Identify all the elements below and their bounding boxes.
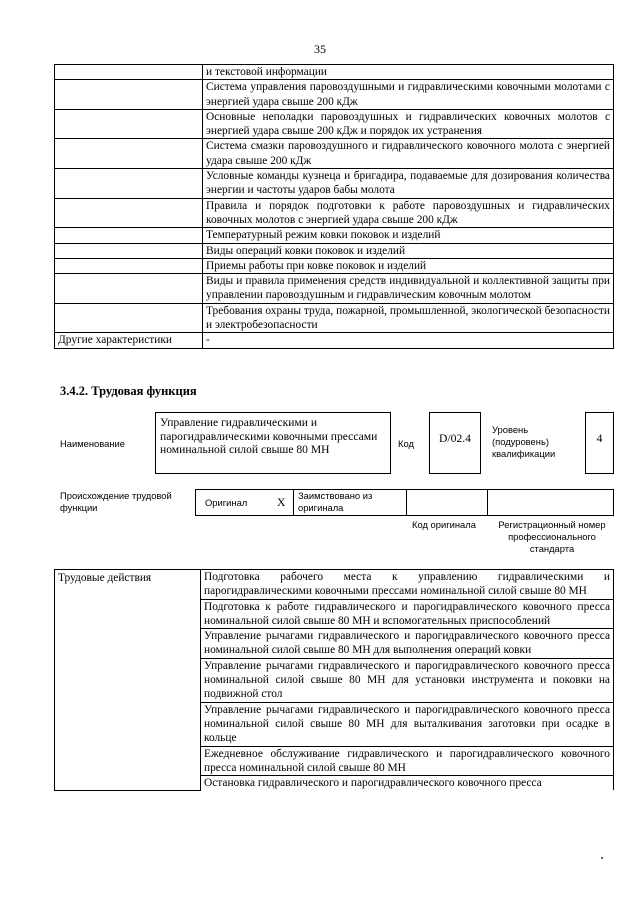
knowledge-item: Основные неполадки паровоздушных и гидравлических ковочных молотов с энергией удара свыше 200 кДж и порядок их устранения bbox=[203, 109, 614, 139]
borrowed-label: Заимствовано из оригинала bbox=[298, 490, 373, 513]
table-row bbox=[55, 228, 614, 243]
other-characteristics-label: Другие характеристики bbox=[55, 333, 203, 348]
original-mark: X bbox=[277, 496, 286, 509]
table-row bbox=[55, 258, 614, 273]
function-name-value: Управление гидравлическими и парогидравлическими ковочными прессами номинальной силой свыше 80 МН bbox=[160, 416, 378, 457]
labour-action-item: Подготовка рабочего места к управлению гидравлическими и парогидравлическими ковочными прессами номинальной силой свыше 80 МН bbox=[201, 570, 614, 600]
table-row bbox=[55, 65, 614, 80]
page-number: 35 bbox=[314, 42, 326, 56]
knowledge-item: Правила и порядок подготовки к работе паровоздушных и гидравлических ковочных молотов с энергией удара свыше 200 кДж bbox=[203, 198, 614, 228]
labour-action-item: Управление рычагами гидравлического и парогидравлического ковочного пресса номинальной силой свыше 80 МН для выполнения операций ковки bbox=[201, 629, 614, 659]
knowledge-label-cell bbox=[55, 274, 203, 304]
table-row bbox=[55, 243, 614, 258]
labour-action-item: Управление рычагами гидравлического и парогидравлического ковочного пресса номинальной силой свыше 80 МН для выталкивания заготовки при осадке в кольце bbox=[201, 702, 614, 746]
table-row bbox=[55, 139, 614, 169]
other-characteristics-value: - bbox=[203, 333, 614, 348]
labour-action-item: Ежедневное обслуживание гидравлического и парогидравлического ковочного пресса номинальной силой свыше 80 МН bbox=[201, 746, 614, 776]
labour-actions-label: Трудовые действия bbox=[55, 570, 201, 791]
code-label: Код bbox=[398, 438, 414, 449]
table-row bbox=[55, 109, 614, 139]
knowledge-item: Требования охраны труда, пожарной, промышленной, экологической безопасности и электробезопасности bbox=[203, 303, 614, 333]
code-original-label: Код оригинала bbox=[412, 519, 476, 530]
knowledge-label-cell bbox=[55, 139, 203, 169]
knowledge-item: Температурный режим ковки поковок и изделий bbox=[203, 228, 614, 243]
origin-box bbox=[195, 489, 614, 516]
labour-action-item: Остановка гидравлического и парогидравлического ковочного пресса bbox=[201, 776, 614, 791]
knowledge-label-cell bbox=[55, 303, 203, 333]
knowledge-label-cell bbox=[55, 228, 203, 243]
knowledge-item: Условные команды кузнеца и бригадира, подаваемые для дозирования количества энергии и частоты ударов бабы молота bbox=[203, 169, 614, 199]
level-box bbox=[585, 412, 614, 474]
table-row bbox=[55, 333, 614, 348]
knowledge-item: Виды операций ковки поковок и изделий bbox=[203, 243, 614, 258]
function-name-box bbox=[155, 412, 391, 474]
knowledge-item: Система управления паровоздушными и гидравлическими ковочными молотами с энергией удара свыше 200 кДж bbox=[203, 80, 614, 110]
level-label: Уровень (подуровень) квалификации bbox=[492, 424, 556, 459]
original-label: Оригинал bbox=[205, 497, 248, 508]
section-header: 3.4.2. Трудовая функция bbox=[60, 384, 197, 398]
knowledge-item: и текстовой информации bbox=[203, 65, 614, 80]
code-value: D/02.4 bbox=[439, 432, 471, 445]
name-label: Наименование bbox=[60, 438, 125, 449]
table-row bbox=[55, 169, 614, 199]
knowledge-label-cell bbox=[55, 169, 203, 199]
knowledge-label-cell bbox=[55, 65, 203, 80]
table-row bbox=[55, 570, 614, 600]
scan-speck bbox=[601, 857, 603, 859]
knowledge-label-cell bbox=[55, 258, 203, 273]
code-box bbox=[429, 412, 481, 474]
knowledge-table bbox=[54, 64, 614, 349]
knowledge-item: Система смазки паровоздушного и гидравлического ковочного молота с энергией удара свыше 200 кДж bbox=[203, 139, 614, 169]
knowledge-item: Приемы работы при ковке поковок и изделий bbox=[203, 258, 614, 273]
origin-label: Происхождение трудовой функции bbox=[60, 490, 172, 513]
labour-action-item: Подготовка к работе гидравлического и парогидравлического ковочного пресса номинальной силой свыше 80 МН и вспомогательных приспособлений bbox=[201, 599, 614, 629]
knowledge-label-cell bbox=[55, 80, 203, 110]
knowledge-item: Виды и правила применения средств индивидуальной и коллективной защиты при управлении паровоздушным и гидравлическим ковочным молотом bbox=[203, 274, 614, 304]
knowledge-label-cell bbox=[55, 198, 203, 228]
labour-action-item: Управление рычагами гидравлического и парогидравлического ковочного пресса номинальной силой свыше 80 МН для установки инструмента и поковки на подвижной стол bbox=[201, 658, 614, 702]
level-value: 4 bbox=[596, 432, 603, 445]
labour-actions-table bbox=[54, 569, 614, 791]
knowledge-label-cell bbox=[55, 109, 203, 139]
table-row bbox=[55, 303, 614, 333]
origin-divider bbox=[406, 489, 407, 516]
reg-number-label: Регистрационный номер профессионального стандарта bbox=[498, 519, 606, 554]
knowledge-label-cell bbox=[55, 243, 203, 258]
origin-divider bbox=[487, 489, 488, 516]
origin-divider bbox=[293, 489, 294, 516]
table-row bbox=[55, 80, 614, 110]
table-row bbox=[55, 198, 614, 228]
table-row bbox=[55, 274, 614, 304]
